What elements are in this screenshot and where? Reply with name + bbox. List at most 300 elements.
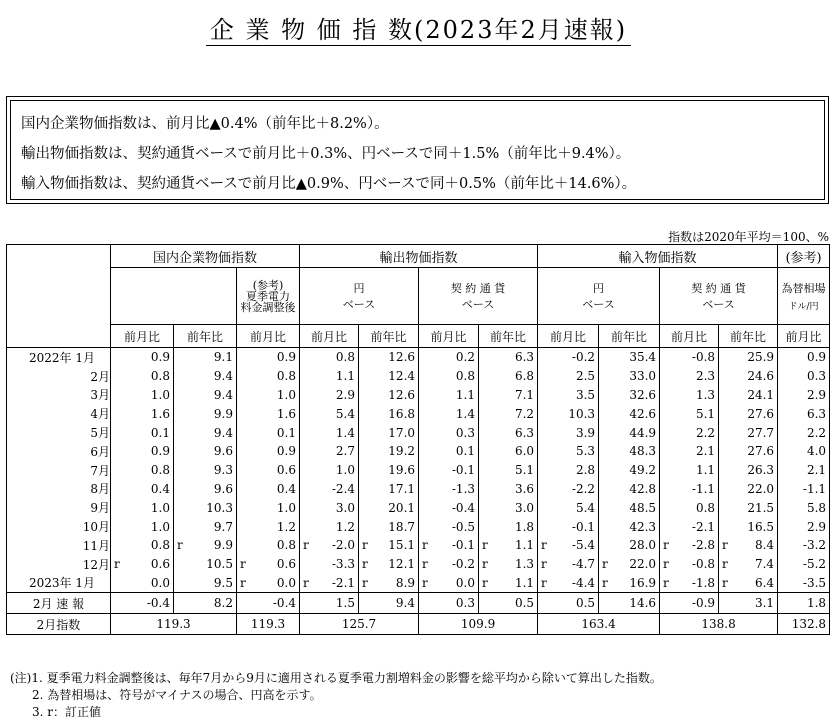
table-cell <box>174 480 237 499</box>
cell-value: 0.1 <box>150 425 170 440</box>
table-cell <box>237 423 300 442</box>
header-export-contract: 契 約 通 貨 ベース <box>419 268 538 325</box>
cell-value: 6.0 <box>514 444 535 459</box>
header-mom: 前月比 <box>111 325 174 348</box>
table-cell <box>778 574 830 593</box>
table-cell <box>174 423 237 442</box>
table-cell <box>359 461 419 480</box>
table-cell <box>111 442 174 461</box>
table-cell <box>419 423 479 442</box>
flash-cell: 0.5 <box>538 593 599 614</box>
table-cell <box>174 461 237 480</box>
revision-mark: r <box>362 538 368 553</box>
summary-import: 輸入物価指数は、契約通貨ベースで前月比▲0.9%、円ベースで同＋0.5%（前年比＋14.6%）。 <box>21 176 637 192</box>
table-cell <box>599 480 660 499</box>
table-cell <box>778 555 830 574</box>
cell-value: 3.6 <box>514 481 535 496</box>
cell-value: 9.4 <box>213 425 233 440</box>
cell-value: 25.9 <box>747 350 775 365</box>
table-cell <box>111 461 174 480</box>
table-cell <box>719 498 778 517</box>
cell-value: -1.3 <box>451 481 476 496</box>
cell-value: 0.0 <box>150 575 170 590</box>
flash-cell: 0.5 <box>479 593 538 614</box>
table-cell <box>660 423 719 442</box>
revision-mark: r <box>541 557 547 572</box>
cell-value: 6.3 <box>514 425 535 440</box>
header-yoy: 前年比 <box>479 325 538 348</box>
cell-value: 0.9 <box>276 350 297 365</box>
table-cell <box>174 386 237 405</box>
cell-value: -0.8 <box>691 557 716 572</box>
table-cell <box>359 517 419 536</box>
table-row <box>7 480 830 499</box>
cell-value: 1.1 <box>695 463 716 478</box>
table-cell <box>174 574 237 593</box>
cell-value: 3.0 <box>335 500 356 515</box>
table-cell <box>719 555 778 574</box>
cell-value: 0.8 <box>335 350 356 365</box>
cell-value: 27.6 <box>747 406 775 421</box>
cell-value: -0.8 <box>691 350 716 365</box>
table-cell <box>300 555 359 574</box>
table-cell <box>237 555 300 574</box>
cell-value: -0.1 <box>571 519 596 534</box>
table-cell <box>237 348 300 367</box>
table-cell <box>599 461 660 480</box>
table-row <box>7 555 830 574</box>
cell-value: 2.9 <box>806 387 827 402</box>
row-label: 9月 <box>7 498 111 517</box>
cell-value: 1.2 <box>335 519 356 534</box>
cell-value: 0.8 <box>276 538 297 553</box>
index-cell: 119.3 <box>111 614 237 635</box>
revision-mark: r <box>602 557 608 572</box>
flash-cell: 1.8 <box>778 593 830 614</box>
table-cell <box>111 555 174 574</box>
header-yoy: 前年比 <box>599 325 660 348</box>
table-cell <box>174 404 237 423</box>
table-cell <box>599 517 660 536</box>
table-cell <box>660 517 719 536</box>
header-ref: (参考) <box>778 245 830 268</box>
table-cell <box>174 348 237 367</box>
cell-value: -2.0 <box>331 538 356 553</box>
cell-value: 2.9 <box>335 387 356 402</box>
index-cell: 132.8 <box>778 614 830 635</box>
cell-value: 6.3 <box>806 406 827 421</box>
table-row <box>7 498 830 517</box>
cell-value: 10.3 <box>568 406 596 421</box>
revision-mark: r <box>663 575 669 590</box>
table-row <box>7 461 830 480</box>
flash-label: 2月 速 報 <box>7 593 111 614</box>
cell-value: 0.8 <box>150 538 170 553</box>
table-cell <box>419 461 479 480</box>
table-cell <box>237 498 300 517</box>
cell-value: 0.6 <box>276 557 297 572</box>
table-cell <box>300 574 359 593</box>
revision-mark: r <box>482 575 488 590</box>
cell-value: 27.7 <box>747 425 775 440</box>
cell-value: 35.4 <box>629 350 657 365</box>
row-label: 6月 <box>7 442 111 461</box>
table-cell <box>538 404 599 423</box>
cell-value: 1.0 <box>335 463 356 478</box>
header-mom: 前月比 <box>300 325 359 348</box>
revision-mark: r <box>303 538 309 553</box>
table-cell <box>237 386 300 405</box>
table-cell <box>479 555 538 574</box>
cell-value: 49.2 <box>629 463 657 478</box>
cell-value: 20.1 <box>388 500 416 515</box>
table-cell <box>660 461 719 480</box>
revision-mark: r <box>602 575 608 590</box>
cell-value: 0.8 <box>695 500 716 515</box>
table-cell <box>300 461 359 480</box>
summary-domestic: 国内企業物価指数は、前月比▲0.4%（前年比＋8.2%）。 <box>21 116 389 132</box>
table-cell <box>479 404 538 423</box>
table-row <box>7 404 830 423</box>
table-row <box>7 386 830 405</box>
header-import-yen: 円 ベース <box>538 268 660 325</box>
summary-export: 輸出物価指数は、契約通貨ベースで前月比＋0.3%、円ベースで同＋1.5%（前年比＋9.4%）。 <box>21 146 631 162</box>
table-cell <box>300 386 359 405</box>
table-cell <box>778 517 830 536</box>
table-cell <box>419 498 479 517</box>
revision-mark: r <box>114 557 120 572</box>
revision-mark: r <box>362 557 368 572</box>
table-cell <box>359 480 419 499</box>
cell-value: 12.1 <box>388 557 416 572</box>
cell-value: 27.6 <box>747 444 775 459</box>
table-cell <box>479 423 538 442</box>
cell-value: 26.3 <box>747 463 775 478</box>
table-cell <box>719 386 778 405</box>
cell-value: 0.8 <box>150 369 170 384</box>
cell-value: -0.2 <box>571 350 596 365</box>
table-cell <box>778 461 830 480</box>
flash-cell: 0.3 <box>419 593 479 614</box>
table-cell <box>111 498 174 517</box>
table-cell <box>599 386 660 405</box>
table-cell <box>359 442 419 461</box>
cell-value: 3.5 <box>575 387 596 402</box>
cell-value: 0.4 <box>276 481 297 496</box>
cell-value: 8.4 <box>754 538 775 553</box>
cell-value: 9.3 <box>213 463 233 478</box>
cell-value: -5.2 <box>802 557 827 572</box>
table-cell <box>719 480 778 499</box>
table-cell <box>479 461 538 480</box>
revision-mark: r <box>663 557 669 572</box>
table-cell <box>660 386 719 405</box>
cell-value: 9.6 <box>213 481 233 496</box>
cell-value: 17.1 <box>388 481 416 496</box>
cell-value: 1.1 <box>514 575 535 590</box>
cell-value: 2.5 <box>575 369 596 384</box>
cell-value: 1.0 <box>150 519 170 534</box>
cell-value: 44.9 <box>629 425 657 440</box>
table-cell <box>538 498 599 517</box>
table-cell <box>660 555 719 574</box>
cell-value: 2.1 <box>695 444 716 459</box>
row-label: 3月 <box>7 386 111 405</box>
cell-value: 2.2 <box>806 425 827 440</box>
table-cell <box>599 423 660 442</box>
table-cell <box>719 348 778 367</box>
header-domestic-ref: (参考) 夏季電力 料金調整後 <box>237 268 300 325</box>
table-cell <box>719 442 778 461</box>
flash-cell: 3.1 <box>719 593 778 614</box>
table-cell <box>111 348 174 367</box>
cell-value: 1.1 <box>514 538 535 553</box>
header-mom: 前月比 <box>419 325 479 348</box>
price-index-table <box>6 244 830 635</box>
table-cell <box>538 461 599 480</box>
summary-box <box>6 96 829 204</box>
table-cell <box>599 536 660 555</box>
revision-mark: r <box>722 575 728 590</box>
cell-value: 0.0 <box>276 575 297 590</box>
cell-value: 0.6 <box>276 463 297 478</box>
table-cell <box>359 498 419 517</box>
cell-value: 9.5 <box>213 575 233 590</box>
table-cell <box>300 367 359 386</box>
table-cell <box>538 348 599 367</box>
cell-value: 5.4 <box>575 500 596 515</box>
table-cell <box>778 423 830 442</box>
header-fx-unit: ドル/円 <box>788 301 819 312</box>
table-cell <box>538 574 599 593</box>
note-1: (注)1. 夏季電力料金調整後は、毎年7月から9月に適用される夏季電力割増料金の影響を総平均から除いて算出した指数。 <box>10 671 662 685</box>
index-cell: 119.3 <box>237 614 300 635</box>
header-fx-label: 為替相場 <box>781 281 826 295</box>
table-cell <box>300 480 359 499</box>
table-cell <box>660 348 719 367</box>
table-cell <box>237 461 300 480</box>
revision-mark: r <box>482 557 488 572</box>
cell-value: 9.4 <box>213 387 233 402</box>
cell-value: -4.4 <box>571 575 596 590</box>
table-cell <box>599 442 660 461</box>
cell-value: 24.1 <box>747 387 775 402</box>
cell-value: 1.0 <box>276 387 297 402</box>
table-cell <box>359 536 419 555</box>
table-cell <box>479 367 538 386</box>
table-cell <box>237 574 300 593</box>
cell-value: 15.1 <box>388 538 416 553</box>
row-label: 2月 <box>7 367 111 386</box>
cell-value: 10.5 <box>206 557 233 572</box>
table-cell <box>237 480 300 499</box>
table-cell <box>479 498 538 517</box>
revision-mark: r <box>422 557 428 572</box>
flash-cell: 9.4 <box>359 593 419 614</box>
table-cell <box>538 423 599 442</box>
header-mom: 前月比 <box>237 325 300 348</box>
table-cell <box>419 536 479 555</box>
table-cell <box>719 536 778 555</box>
cell-value: 1.4 <box>455 406 476 421</box>
table-cell <box>778 367 830 386</box>
page-title: 企 業 物 価 指 数(2023年2月速報) <box>0 10 837 45</box>
table-cell <box>359 404 419 423</box>
revision-mark: r <box>362 575 368 590</box>
cell-value: 17.0 <box>388 425 416 440</box>
index-label: 2月指数 <box>7 614 111 635</box>
header-yoy: 前年比 <box>719 325 778 348</box>
revision-mark: r <box>663 538 669 553</box>
table-row <box>7 442 830 461</box>
cell-value: 9.9 <box>213 406 233 421</box>
cell-value: 0.8 <box>455 369 476 384</box>
table-cell <box>599 574 660 593</box>
revision-mark: r <box>541 575 547 590</box>
index-cell: 109.9 <box>419 614 538 635</box>
cell-value: 9.4 <box>213 369 233 384</box>
table-cell <box>419 480 479 499</box>
cell-value: 9.6 <box>213 444 233 459</box>
table-cell <box>538 480 599 499</box>
table-cell <box>660 574 719 593</box>
index-row <box>7 614 830 635</box>
table-cell <box>719 367 778 386</box>
cell-value: 42.8 <box>629 481 657 496</box>
table-cell <box>111 480 174 499</box>
table-row <box>7 367 830 386</box>
cell-value: 1.0 <box>150 387 170 402</box>
table-cell <box>419 517 479 536</box>
header-export: 輸出物価指数 <box>300 245 538 268</box>
table-cell <box>599 404 660 423</box>
cell-value: -2.1 <box>691 519 716 534</box>
table-cell <box>778 442 830 461</box>
table-cell <box>479 574 538 593</box>
table-row <box>7 348 830 367</box>
index-cell: 138.8 <box>660 614 778 635</box>
cell-value: 12.4 <box>388 369 416 384</box>
cell-value: 3.9 <box>575 425 596 440</box>
cell-value: 0.2 <box>455 350 476 365</box>
row-label: 7月 <box>7 461 111 480</box>
revision-mark: r <box>303 575 309 590</box>
table-cell <box>538 555 599 574</box>
cell-value: 12.6 <box>388 387 416 402</box>
table-cell <box>599 367 660 386</box>
cell-value: 0.8 <box>276 369 297 384</box>
cell-value: -0.5 <box>451 519 476 534</box>
cell-value: 0.8 <box>150 463 170 478</box>
table-cell <box>419 555 479 574</box>
cell-value: 2.1 <box>806 463 827 478</box>
table-cell <box>719 404 778 423</box>
cell-value: 28.0 <box>629 538 657 553</box>
table-cell <box>778 386 830 405</box>
table-cell <box>778 498 830 517</box>
cell-value: -0.2 <box>451 557 476 572</box>
cell-value: 16.8 <box>388 406 416 421</box>
cell-value: 16.9 <box>629 575 657 590</box>
header-mom: 前月比 <box>778 325 830 348</box>
table-cell <box>111 517 174 536</box>
note-3: 3. r：訂正値 <box>32 705 102 719</box>
flash-cell: 14.6 <box>599 593 660 614</box>
row-label: 12月 <box>7 555 111 574</box>
table-cell <box>660 442 719 461</box>
cell-value: 9.1 <box>213 350 233 365</box>
cell-value: 6.8 <box>514 369 535 384</box>
table-cell <box>538 517 599 536</box>
table-cell <box>419 574 479 593</box>
table-cell <box>479 442 538 461</box>
table-cell <box>479 536 538 555</box>
table-cell <box>660 367 719 386</box>
table-cell <box>599 555 660 574</box>
cell-value: 22.0 <box>629 557 657 572</box>
revision-mark: r <box>482 538 488 553</box>
cell-value: 2.9 <box>806 519 827 534</box>
cell-value: 7.2 <box>514 406 535 421</box>
table-cell <box>419 367 479 386</box>
cell-value: 2.3 <box>695 369 716 384</box>
table-cell <box>174 517 237 536</box>
table-cell <box>538 367 599 386</box>
cell-value: 5.4 <box>335 406 356 421</box>
table-cell <box>111 367 174 386</box>
cell-value: 0.4 <box>150 481 170 496</box>
cell-value: 1.0 <box>276 500 297 515</box>
table-cell <box>111 423 174 442</box>
cell-value: 6.4 <box>754 575 775 590</box>
header-domestic: 国内企業物価指数 <box>111 245 300 268</box>
flash-cell: -0.9 <box>660 593 719 614</box>
cell-value: -3.5 <box>802 575 827 590</box>
cell-value: -2.1 <box>331 575 356 590</box>
notes <box>10 670 662 721</box>
cell-value: 1.1 <box>455 387 476 402</box>
cell-value: -5.4 <box>571 538 596 553</box>
table-cell <box>111 574 174 593</box>
table-cell <box>719 461 778 480</box>
flash-cell: -0.4 <box>111 593 174 614</box>
table-cell <box>419 386 479 405</box>
table-cell <box>174 498 237 517</box>
table-cell <box>479 480 538 499</box>
cell-value: 2.2 <box>695 425 716 440</box>
revision-mark: r <box>422 538 428 553</box>
cell-value: -1.1 <box>691 481 716 496</box>
index-cell: 163.4 <box>538 614 660 635</box>
row-label: 4月 <box>7 404 111 423</box>
row-label: 10月 <box>7 517 111 536</box>
table-cell <box>660 498 719 517</box>
cell-value: 2.8 <box>575 463 596 478</box>
cell-value: -3.2 <box>802 538 827 553</box>
table-cell <box>359 555 419 574</box>
cell-value: 5.3 <box>575 444 596 459</box>
flash-row <box>7 593 830 614</box>
cell-value: -1.8 <box>691 575 716 590</box>
cell-value: -2.8 <box>691 538 716 553</box>
cell-value: -0.1 <box>451 538 476 553</box>
table-row <box>7 423 830 442</box>
cell-value: 12.6 <box>388 350 416 365</box>
revision-mark: r <box>722 557 728 572</box>
cell-value: 1.6 <box>150 406 170 421</box>
table-cell <box>300 536 359 555</box>
table-cell <box>419 442 479 461</box>
